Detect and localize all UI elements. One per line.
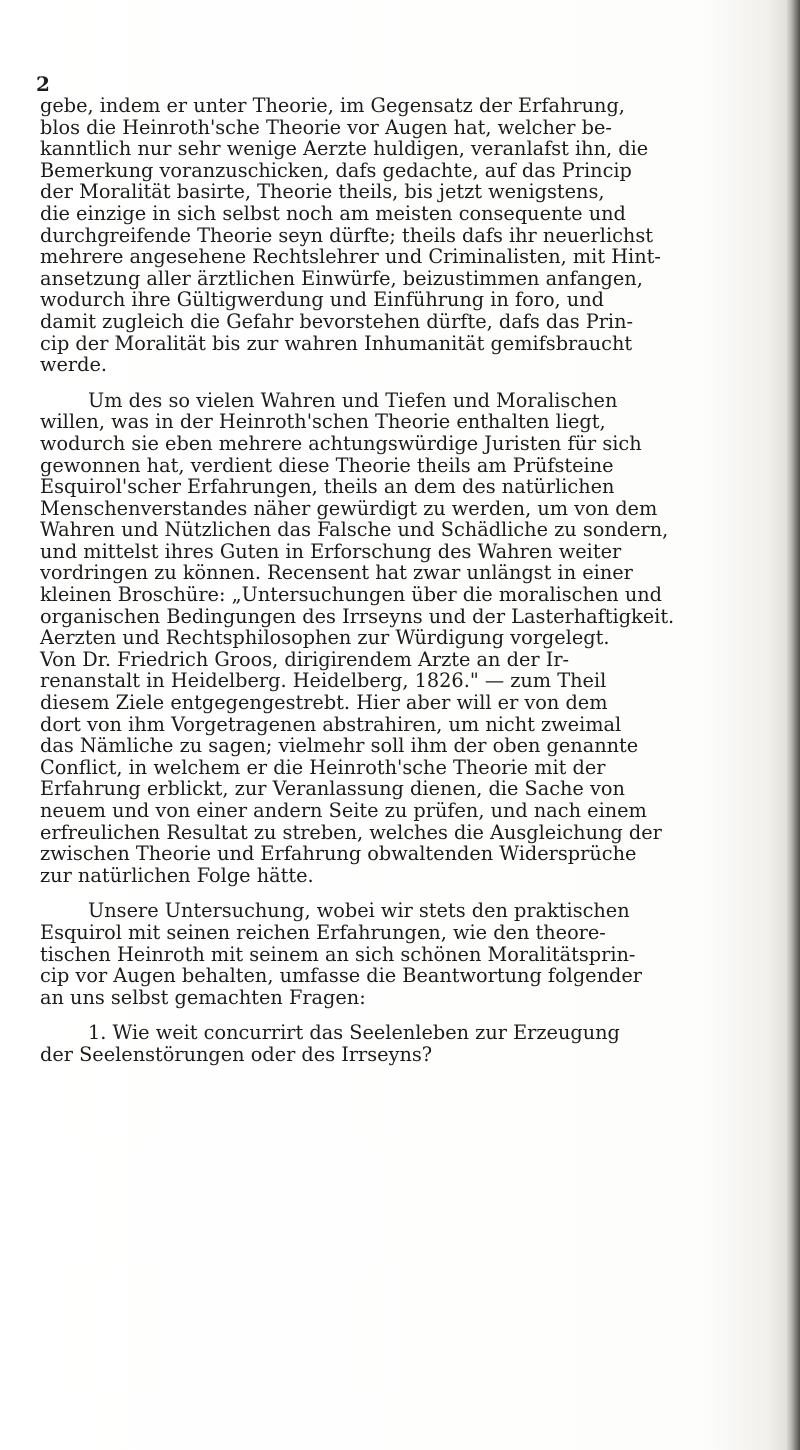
text-line: wodurch sie eben mehrere achtungswürdige Juristen für sich bbox=[40, 431, 642, 455]
text-line: werde. bbox=[40, 353, 108, 377]
text-line: cip der Moralität bis zur wahren Inhumanität gemifsbraucht bbox=[40, 331, 633, 355]
text-line: zwischen Theorie und Erfahrung obwaltenden Widersprüche bbox=[40, 842, 637, 866]
text-line: Menschenverstandes näher gewürdigt zu werden, um von dem bbox=[40, 496, 658, 520]
text-line: willen, was in der Heinroth'schen Theorie enthalten liegt, bbox=[40, 410, 606, 434]
text-line: Um des so vielen Wahren und Tiefen und Moralischen bbox=[88, 388, 618, 412]
text-line: das Nämliche zu sagen; vielmehr soll ihm der oben genannte bbox=[40, 734, 639, 758]
text-line: tischen Heinroth mit seinem an sich schönen Moralitätsprin- bbox=[40, 942, 636, 966]
text-line: damit zugleich die Gefahr bevorstehen dürfte, dafs das Prin- bbox=[40, 309, 634, 333]
text-line: und mittelst ihres Guten in Erforschung des Wahren weiter bbox=[40, 539, 622, 563]
page-number: 2 bbox=[36, 72, 50, 96]
text-line: vordringen zu können. Recensent hat zwar unlängst in einer bbox=[40, 561, 633, 585]
text-line: Von Dr. Friedrich Groos, dirigirendem Arzte an der Ir- bbox=[40, 647, 570, 671]
text-line: der Moralität basirte, Theorie theils, bis jetzt wenigstens, bbox=[40, 180, 605, 204]
text-line: Bemerkung voranzuschicken, dafs gedachte, auf das Princip bbox=[40, 158, 632, 182]
text-line: Unsere Untersuchung, wobei wir stets den praktischen bbox=[88, 899, 630, 923]
paragraph-2 bbox=[40, 390, 770, 887]
text-line: wodurch ihre Gültigwerdung und Einführung in foro, und bbox=[40, 288, 604, 312]
text-line: der Seelenstörungen oder des Irrseyns? bbox=[40, 1042, 433, 1066]
text-line: kleinen Broschüre: „Untersuchungen über die moralischen und bbox=[40, 583, 663, 607]
text-line: Esquirol mit seinen reichen Erfahrungen, wie den theore- bbox=[40, 920, 606, 944]
text-line: die einzige in sich selbst noch am meisten consequente und bbox=[40, 201, 626, 225]
text-line: renanstalt in Heidelberg. Heidelberg, 1826." — zum Theil bbox=[40, 669, 607, 693]
paragraph-3 bbox=[40, 900, 770, 1008]
page-edge-shadow bbox=[786, 0, 800, 1450]
text-line: durchgreifende Theorie seyn dürfte; theils dafs ihr neuerlichst bbox=[40, 223, 653, 247]
text-line: kanntlich nur sehr wenige Aerzte huldigen, veranlafst ihn, die bbox=[40, 137, 649, 161]
text-line: gewonnen hat, verdient diese Theorie theils am Prüfsteine bbox=[40, 453, 614, 477]
text-line: dort von ihm Vorgetragenen abstrahiren, um nicht zweimal bbox=[40, 712, 622, 736]
text-line: neuem und von einer andern Seite zu prüfen, und nach einem bbox=[40, 799, 647, 822]
text-line: Esquirol'scher Erfahrungen, theils an dem des natürlichen bbox=[40, 475, 615, 499]
text-line: Erfahrung erblickt, zur Veranlassung dienen, die Sache von bbox=[40, 777, 625, 801]
text-line: erfreulichen Resultat zu streben, welches die Ausgleichung der bbox=[40, 820, 662, 844]
text-line: organischen Bedingungen des Irrseyns und der Lasterhaftigkeit. bbox=[40, 604, 675, 628]
text-line: gebe, indem er unter Theorie, im Gegensatz der Erfahrung, bbox=[40, 94, 625, 117]
text-line: zur natürlichen Folge hätte. bbox=[40, 863, 314, 887]
text-line: mehrere angesehene Rechtslehrer und Criminalisten, mit Hint- bbox=[40, 245, 661, 269]
numbered-question-1 bbox=[40, 1022, 770, 1065]
text-line: Wahren und Nützlichen das Falsche und Schädliche zu sondern, bbox=[40, 518, 669, 542]
text-line: ansetzung aller ärztlichen Einwürfe, beizustimmen anfangen, bbox=[40, 266, 643, 290]
text-line: Conflict, in welchem er die Heinroth'sche Theorie mit der bbox=[40, 755, 606, 779]
text-line: cip vor Augen behalten, umfasse die Beantwortung folgender bbox=[40, 964, 642, 988]
page-body-text bbox=[40, 95, 770, 1080]
text-line: diesem Ziele entgegengestrebt. Hier aber will er von dem bbox=[40, 691, 608, 715]
text-line: Aerzten und Rechtsphilosophen zur Würdigung vorgelegt. bbox=[40, 626, 610, 650]
paragraph-1 bbox=[40, 95, 770, 376]
text-line: an uns selbst gemachten Fragen: bbox=[40, 985, 366, 1009]
text-line: 1. Wie weit concurrirt das Seelenleben zur Erzeugung bbox=[88, 1021, 620, 1045]
text-line: blos die Heinroth'sche Theorie vor Augen hat, welcher be- bbox=[40, 115, 612, 139]
